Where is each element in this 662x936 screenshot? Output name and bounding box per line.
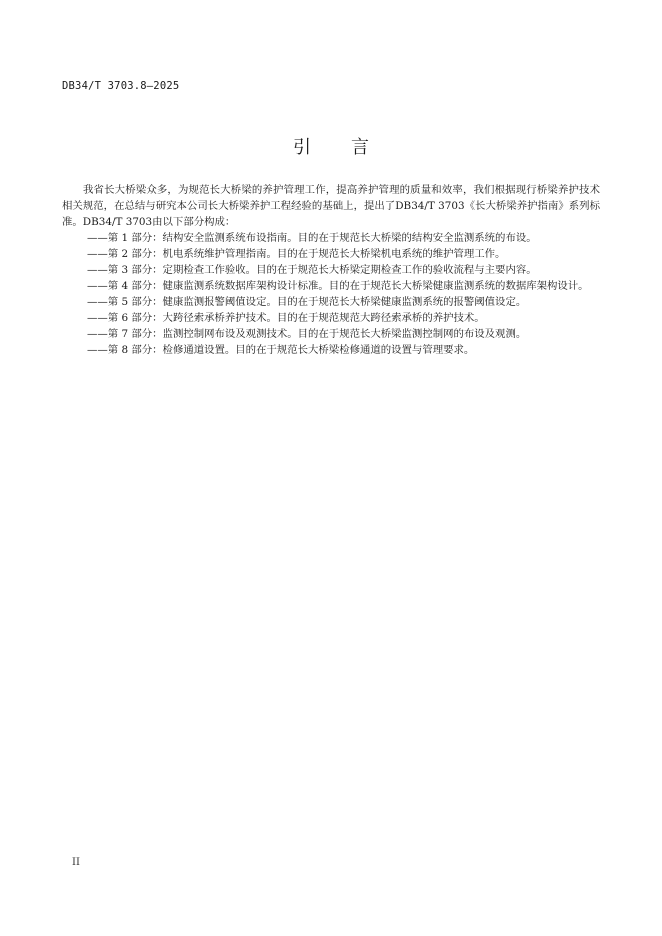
parts-list — [62, 230, 600, 358]
page-number: II — [72, 857, 80, 868]
list-item: ——第 7 部分：监测控制网布设及观测技术。目的在于规范长大桥梁监测控制网的布设及观测。 — [87, 328, 527, 340]
list-item: ——第 5 部分：健康监测报警阈值设定。目的在于规范长大桥梁健康监测系统的报警阈值设定。 — [87, 296, 527, 308]
list-item: ——第 8 部分：检修通道设置。目的在于规范长大桥梁检修通道的设置与管理要求。 — [87, 344, 475, 356]
list-item: ——第 2 部分：机电系统维护管理指南。目的在于规范长大桥梁机电系统的维护管理工作。 — [87, 248, 506, 260]
list-item: ——第 6 部分：大跨径索承桥养护技术。目的在于规范规范大跨径索承桥的养护技术。 — [87, 312, 485, 324]
page-title: 引言 — [293, 137, 409, 158]
document-code: DB34/T 3703.8—2025 — [62, 80, 180, 92]
intro-paragraph: 我省长大桥梁众多，为规范长大桥梁的养护管理工作，提高养护管理的质量和效率，我们根据现行桥梁养护技术相关规范，在总结与研究本公司长大桥梁养护工程经验的基础上，提出了DB34/T 3703《长大桥梁养护指南》系列标准。DB34/T 3703由以下部分构成： — [62, 184, 600, 228]
list-item: ——第 1 部分：结构安全监测系统布设指南。目的在于规范长大桥梁的结构安全监测系统的布设。 — [87, 232, 537, 244]
list-item: ——第 4 部分：健康监测系统数据库架构设计标准。目的在于规范长大桥梁健康监测系统的数据库架构设计。 — [87, 280, 589, 292]
list-item: ——第 3 部分：定期检查工作验收。目的在于规范长大桥梁定期检查工作的验收流程与主要内容。 — [87, 264, 537, 276]
document-body — [62, 182, 600, 358]
